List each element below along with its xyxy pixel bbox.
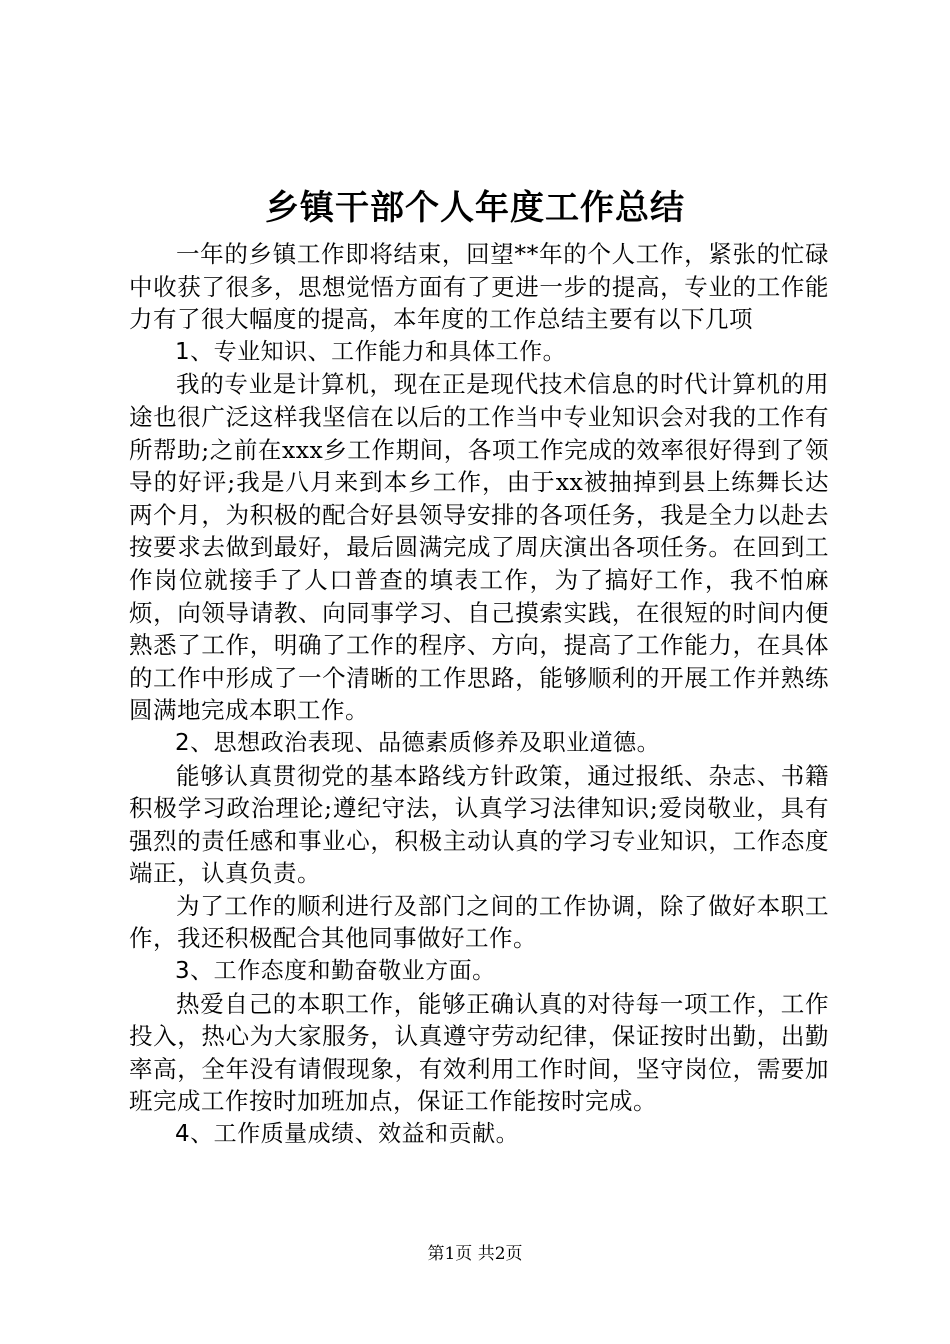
- section-3-heading: 3、工作态度和勤奋敬业方面。: [175, 958, 496, 985]
- section-1-heading: 1、专业知识、工作能力和具体工作。: [175, 338, 567, 365]
- section-2-paragraph-1: 能够认真贯彻党的基本路线方针政策，通过报纸、杂志、书籍积极学习政治理论;遵纪守法，认真学习法律知识;爱岗敬业，具有强烈的责任感和事业心，积极主动认真的学习专业知识，工作态度端正，认真负责。: [129, 761, 829, 888]
- intro-paragraph: 一年的乡镇工作即将结束，回望**年的个人工作，紧张的忙碌中收获了很多，思想觉悟方面有了更进一步的提高，专业的工作能力有了很大幅度的提高，本年度的工作总结主要有以下几项: [129, 240, 829, 334]
- section-1-paragraph: 我的专业是计算机，现在正是现代技术信息的时代计算机的用途也很广泛这样我坚信在以后的工作当中专业知识会对我的工作有所帮助;之前在xxx乡工作期间，各项工作完成的效率很好得到了领导的好评;我是八月来到本乡工作，由于xx被抽掉到县上练舞长达两个月，为积极的配合好县领导安排的各项任务，我是全力以赴去按要求去做到最好，最后圆满完成了周庆演出各项任务。在回到工作岗位就接手了人口普查的填表工作，为了搞好工作，我不怕麻烦，向领导请教、向同事学习、自己摸索实践，在很短的时间内便熟悉了工作，明确了工作的程序、方向，提高了工作能力，在具体的工作中形成了一个清晰的工作思路，能够顺利的开展工作并熟练圆满地完成本职工作。: [129, 370, 829, 725]
- section-4-heading: 4、工作质量成绩、效益和贡献。: [175, 1121, 520, 1148]
- section-2-heading: 2、思想政治表现、品德素质修养及职业道德。: [175, 729, 661, 756]
- page-title: 乡镇干部个人年度工作总结: [265, 188, 685, 228]
- section-3-paragraph: 热爱自己的本职工作，能够正确认真的对待每一项工作，工作投入，热心为大家服务，认真遵守劳动纪律，保证按时出勤，出勤率高，全年没有请假现象，有效利用工作时间，坚守岗位，需要加班完成工作按时加班加点，保证工作能按时完成。: [129, 989, 829, 1116]
- section-2-paragraph-2: 为了工作的顺利进行及部门之间的工作协调，除了做好本职工作，我还积极配合其他同事做好工作。: [129, 891, 829, 953]
- page-footer: 第1页 共2页: [427, 1244, 523, 1264]
- document-body: [129, 238, 829, 1151]
